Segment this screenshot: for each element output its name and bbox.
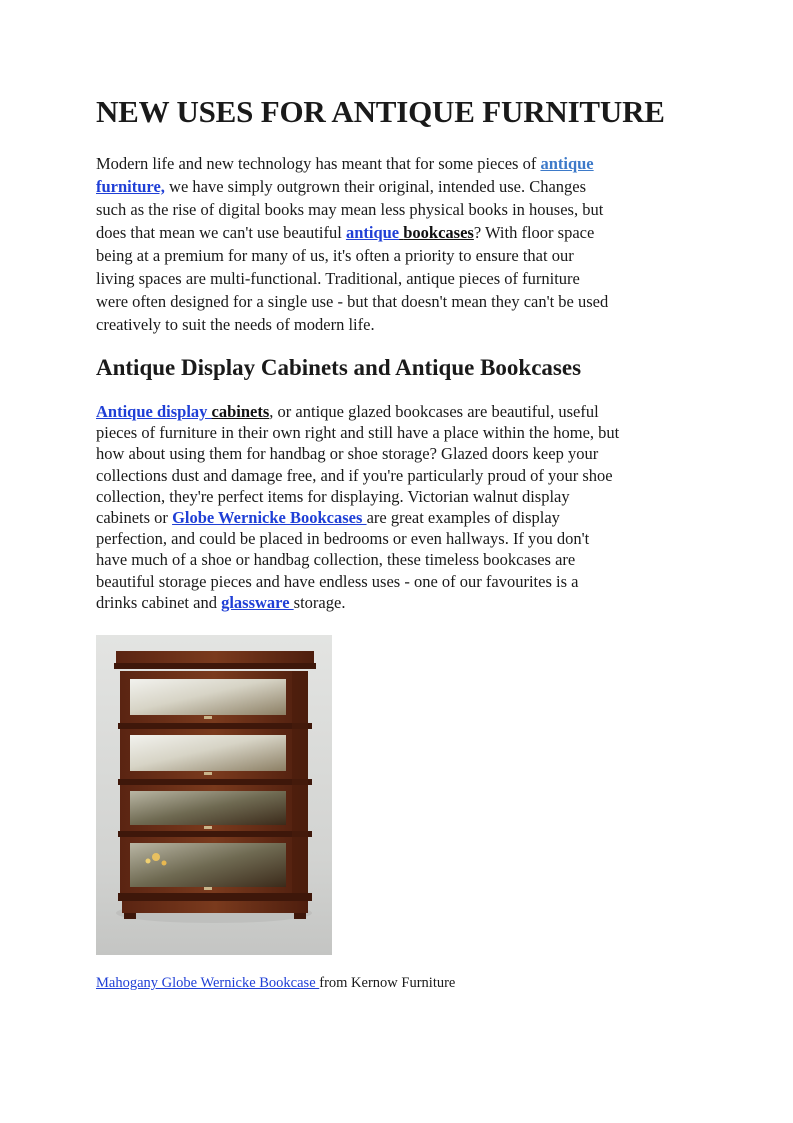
section-text: cabinets or (96, 508, 173, 528)
caption-link[interactable]: Mahogany Globe Wernicke Bookcase (96, 975, 320, 991)
section-text: pieces of furniture in their own right and still have a place within the home, but (96, 423, 620, 443)
section-text: collections dust and damage free, and if you're particularly proud of your shoe (96, 465, 613, 485)
section-text: beautiful storage pieces and have endless uses - one of our favourites is a (96, 571, 579, 591)
section-text: storage. (293, 592, 346, 612)
intro-text: living spaces are multi-functional. Traditional, antique pieces of furniture (96, 269, 580, 288)
page-title: NEW USES FOR ANTIQUE FURNITURE (96, 94, 665, 129)
section-text: are great examples of display (366, 508, 560, 528)
intro-text: being at a premium for many of us, it's often a priority to ensure that our (96, 246, 574, 265)
globe-wernicke-link[interactable]: Globe Wernicke Bookcases (172, 508, 367, 528)
intro-text: does that mean we can't use beautiful (96, 223, 346, 242)
intro-paragraph (96, 152, 696, 336)
bookcases-link[interactable]: bookcases (403, 223, 474, 242)
intro-text: were often designed for a single use - but that doesn't mean they can't be used (96, 292, 609, 311)
bookcase-photo (96, 635, 332, 955)
section-text: perfection, and could be placed in bedrooms or even hallways. If you don't (96, 529, 590, 549)
caption-text: from Kernow Furniture (319, 975, 456, 991)
section-text: how about using them for handbag or shoe storage? Glazed doors keep your (96, 444, 599, 464)
section-paragraph (96, 401, 696, 613)
intro-text: creatively to suit the needs of modern life. (96, 315, 375, 334)
cabinets-link[interactable]: cabinets (211, 402, 270, 421)
intro-text: Modern life and new technology has meant that for some pieces of (96, 154, 541, 173)
section-text: collection, they're perfect items for displaying. Victorian walnut display (96, 486, 570, 506)
glassware-link[interactable]: glassware (221, 592, 294, 612)
antique-display-link[interactable]: Antique display (96, 402, 212, 421)
section-text: have much of a shoe or handbag collection, these timeless bookcases are (96, 550, 576, 570)
furniture-link[interactable]: furniture, (96, 177, 165, 196)
antique-bookcases-link-antique[interactable]: antique (345, 223, 400, 242)
intro-text: we have simply outgrown their original, intended use. Changes (164, 177, 587, 196)
bookcase-illustration (96, 635, 332, 955)
intro-text: such as the rise of digital books may mean less physical books in houses, but (96, 200, 604, 219)
section-text: drinks cabinet and (96, 592, 222, 612)
intro-text: ? With floor space (473, 223, 595, 242)
section-heading: Antique Display Cabinets and Antique Bookcases (96, 355, 582, 380)
image-caption (96, 975, 455, 992)
antique-link[interactable]: antique (540, 154, 594, 173)
section-text: , or antique glazed bookcases are beautiful, useful (269, 402, 599, 421)
